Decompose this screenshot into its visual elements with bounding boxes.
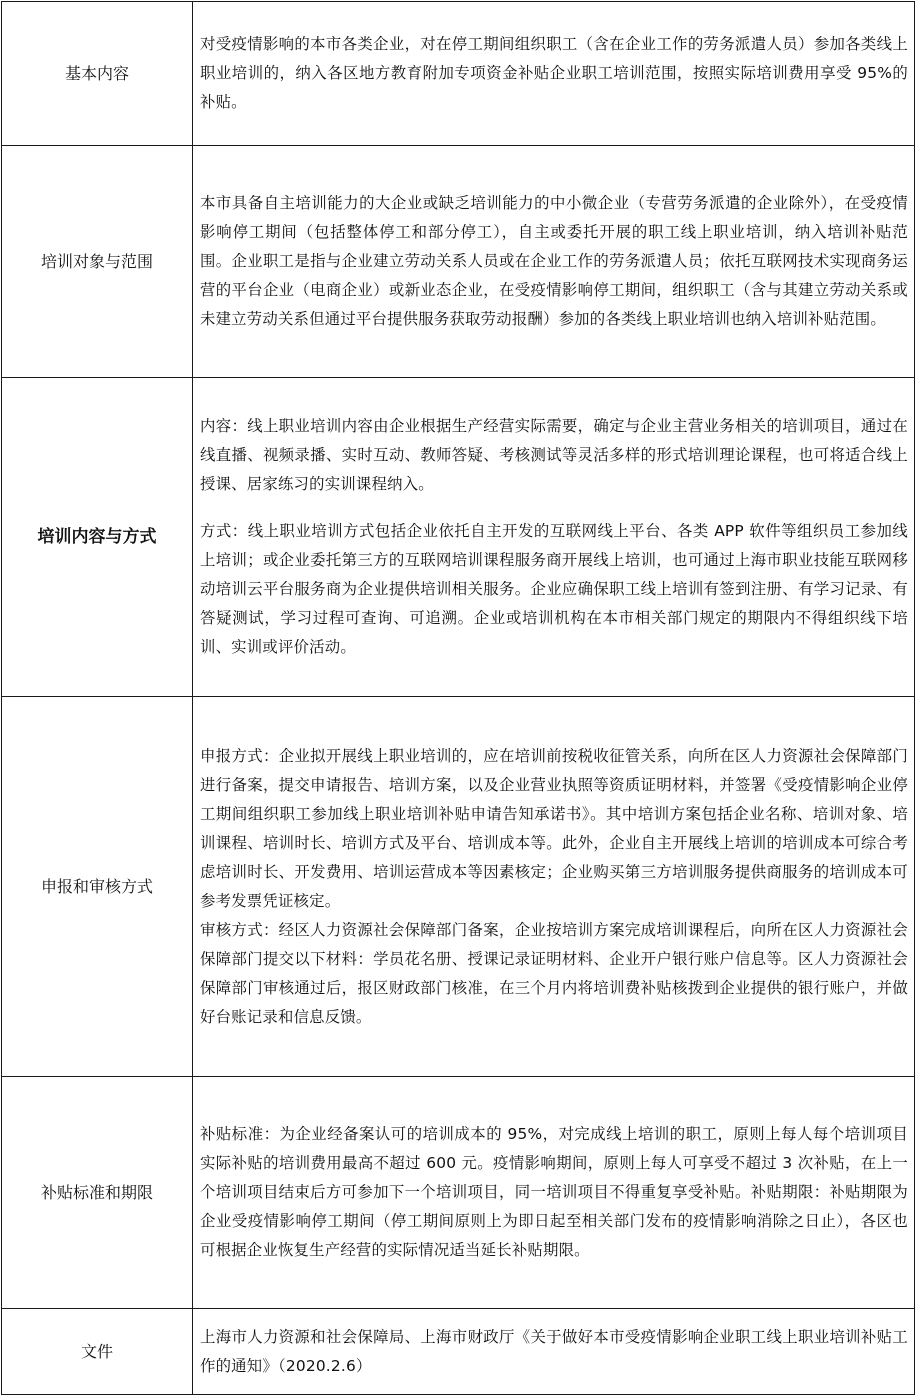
table-row-basic-content [2, 2, 915, 146]
content-paragraph: 补贴标准：为企业经备案认可的培训成本的 95%，对完成线上培训的职工，原则上每人每个培训项目实际补贴的培训费用最高不超过 600 元。疫情影响期间，原则上每人可享受不超过 3 次补贴，在上一个培训项目结束后方可参加下一个培训项目，同一培训项目不得重复享受补贴。补贴期限：补贴期限为企业受疫情影响停工期间（停工期间原则上为即日起至相关部门发布的疫情影响消除之日止），各区也可根据企业恢复生产经营的实际情况适当延长补贴期限。 [200, 1125, 908, 1259]
content-paragraph: 内容：线上职业培训内容由企业根据生产经营实际需要，确定与企业主营业务相关的培训项目，通过在线直播、视频录播、实时互动、教师答疑、考核测试等灵活多样的形式培训理论课程，也可将适合线上授课、居家练习的实训课程纳入。 [200, 417, 908, 493]
row-label: 培训对象与范围 [2, 146, 193, 378]
row-content [193, 378, 915, 697]
row-content [193, 2, 915, 146]
content-paragraph: 上海市人力资源和社会保障局、上海市财政厅《关于做好本市受疫情影响企业职工线上职业培训补贴工作的通知》（2020.2.6） [200, 1327, 908, 1375]
row-content [193, 1077, 915, 1309]
table-row-application-review [2, 697, 915, 1077]
table-row-training-method [2, 378, 915, 697]
table-row-training-target [2, 146, 915, 378]
content-paragraph: 本市具备自主培训能力的大企业或缺乏培训能力的中小微企业（专营劳务派遣的企业除外），在受疫情影响停工期间（包括整体停工和部分停工），自主或委托开展的职工线上职业培训，纳入培训补贴范围。企业职工是指与企业建立劳动关系人员或在企业工作的劳务派遣人员；依托互联网技术实现商务运营的平台企业（电商企业）或新业态企业，在受疫情影响停工期间，组织职工（含与其建立劳动关系或未建立劳动关系但通过平台提供服务获取劳动报酬）参加的各类线上职业培训也纳入培训补贴范围。 [200, 194, 908, 328]
content-paragraph: 审核方式：经区人力资源社会保障部门备案，企业按培训方案完成培训课程后，向所在区人力资源社会保障部门提交以下材料：学员花名册、授课记录证明材料、企业开户银行账户信息等。区人力资源社会保障部门审核通过后，报区财政部门核准，在三个月内将培训费补贴核拨到企业提供的银行账户，并做好台账记录和信息反馈。 [200, 920, 908, 1026]
content-paragraph: 对受疫情影响的本市各类企业，对在停工期间组织职工（含在企业工作的劳务派遣人员）参加各类线上职业培训的，纳入各区地方教育附加专项资金补贴企业职工培训范围，按照实际培训费用享受 95%的补贴。 [200, 35, 908, 111]
row-label: 培训内容与方式 [2, 378, 193, 697]
table-row-document [2, 1309, 915, 1395]
row-content [193, 146, 915, 378]
content-paragraph: 方式：线上职业培训方式包括企业依托自主开发的互联网线上平台、各类 APP 软件等组织员工参加线上培训；或企业委托第三方的互联网培训课程服务商开展线上培训，也可通过上海市职业技能互联网移动培训云平台服务商为企业提供培训相关服务。企业应确保职工线上培训有签到注册、有学习记录、有答疑测试，学习过程可查询、可追溯。企业或培训机构在本市相关部门规定的期限内不得组织线下培训、实训或评价活动。 [200, 522, 908, 656]
row-label: 文件 [2, 1309, 193, 1395]
policy-table [1, 1, 915, 1395]
row-content [193, 1309, 915, 1395]
row-label: 补贴标准和期限 [2, 1077, 193, 1309]
row-label: 基本内容 [2, 2, 193, 146]
row-content [193, 697, 915, 1077]
content-paragraph: 申报方式：企业拟开展线上职业培训的，应在培训前按税收征管关系，向所在区人力资源社会保障部门进行备案，提交申请报告、培训方案，以及企业营业执照等资质证明材料，并签署《受疫情影响企业停工期间组织职工参加线上职业培训补贴申请告知承诺书》。其中培训方案包括企业名称、培训对象、培训课程、培训时长、培训方式及平台、培训成本等。此外，企业自主开展线上培训的培训成本可综合考虑培训时长、开发费用、培训运营成本等因素核定；企业购买第三方培训服务提供商服务的培训成本可参考发票凭证核定。 [200, 746, 908, 910]
table-row-subsidy-standard [2, 1077, 915, 1309]
row-label: 申报和审核方式 [2, 697, 193, 1077]
